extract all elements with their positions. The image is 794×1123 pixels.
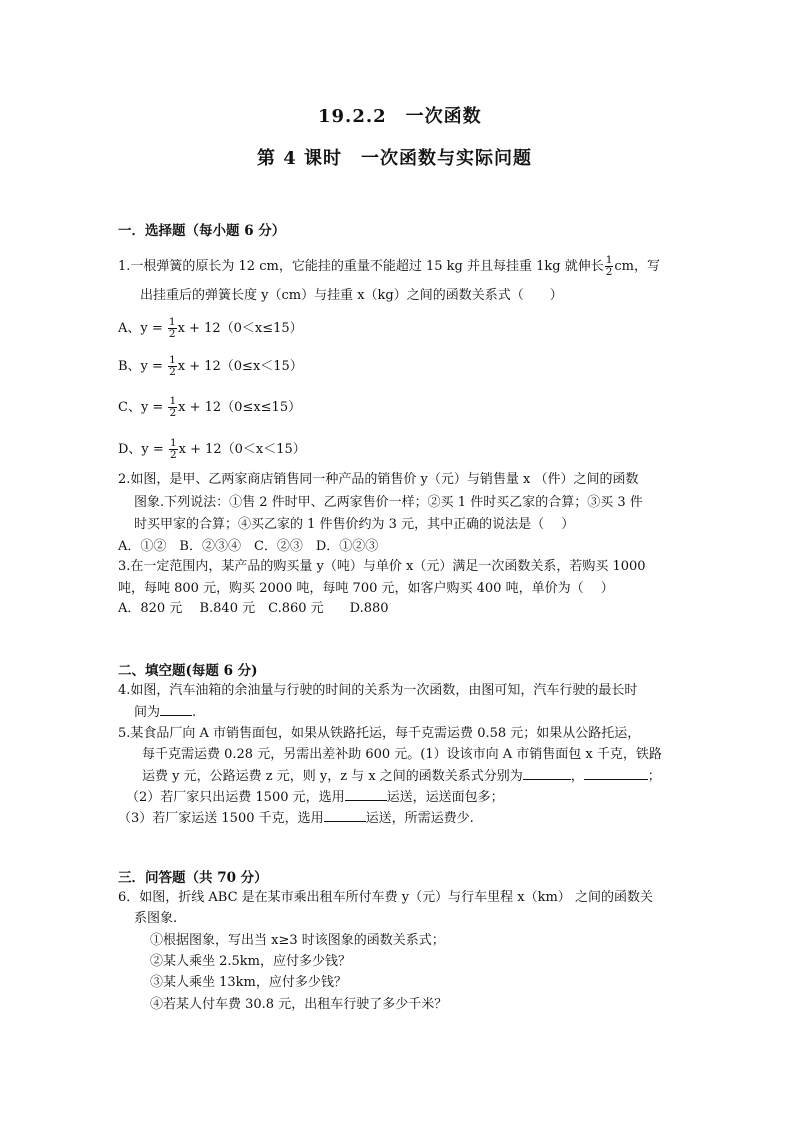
- question-1-text-b: cm，写: [614, 259, 660, 274]
- section-heading-fill: 二、填空题(每题 6 分): [118, 663, 258, 679]
- question-1-option-d: D、y = $\frac{1}{2}$ x + 12（0＜x＜15）: [118, 437, 306, 461]
- fraction-half: $\frac{1}{2}$: [168, 316, 176, 340]
- question-1-option-c: C、y = $\frac{1}{2}$ x + 12（0≤x≤15）: [118, 395, 302, 419]
- question-6-line-2: 系图象.: [134, 911, 178, 926]
- question-1-option-a: A、y = $\frac{1}{2}$ x + 12（0＜x≤15）: [118, 316, 303, 340]
- question-6-item-3: ③某人乘坐 13km，应付多少钱？: [150, 975, 347, 990]
- question-4-line-2: 间为 .: [134, 705, 197, 720]
- answer-blank[interactable]: [345, 788, 387, 801]
- question-2-line-2: 图象.下列说法：①售 2 件时甲、乙两家售价一样；②买 1 件时买乙家的合算；③买 3 件: [134, 495, 643, 510]
- question-2-options: A．①② B．②③④ C．②③ D．①②③: [118, 539, 379, 554]
- answer-blank[interactable]: [523, 767, 571, 780]
- page-title: 19.2.2 一次函数: [318, 106, 482, 127]
- fraction-half: $\frac{1}{2}$: [169, 354, 176, 378]
- question-2-line-3: 时买甲家的合算；④买乙家的 1 件售价约为 3 元，其中正确的说法是（ ）: [134, 517, 575, 532]
- question-1-line-2: 出挂重后的弹簧长度 y（cm）与挂重 x（kg）之间的函数关系式（ ）: [140, 288, 563, 303]
- answer-blank[interactable]: [324, 809, 366, 822]
- answer-blank[interactable]: [160, 703, 192, 716]
- section-heading-choice: 一．选择题（每小题 6 分）: [118, 223, 286, 239]
- question-6-item-1: ①根据图象，写出当 x≥3 时该图象的函数关系式；: [150, 933, 445, 948]
- question-5-line-4: （2）若厂家只出运费 1500 元，选用 运送，运送面包多；: [126, 790, 504, 805]
- question-3-line-1: 3.在一定范围内，某产品的购买量 y（吨）与单价 x（元）满足一次函数关系，若购买 1000: [118, 559, 646, 574]
- question-6-line-1: 6．如图，折线 ABC 是在某市乘出租车所付车费 y（元）与行车里程 x（km） 之间的函数关: [118, 890, 653, 905]
- question-6-item-4: ④若某人付车费 30.8 元，出租车行驶了多少千米？: [150, 997, 448, 1012]
- question-1-text-a: 1.一根弹簧的原长为 12 cm，它能挂的重量不能超过 15 kg 并且每挂重 1kg 就伸长: [118, 259, 604, 274]
- question-3-options: A．820 元 B.840 元 C.860 元 D.880: [118, 601, 389, 616]
- question-2-line-1: 2.如图，是甲、乙两家商店销售同一种产品的销售价 y（元）与销售量 x （件）之间的函数: [118, 472, 639, 487]
- question-5-line-1: 5.某食品厂向 A 市销售面包，如果从铁路托运，每千克需运费 0.58 元；如果从公路托运，: [118, 726, 641, 741]
- question-6-item-2: ②某人乘坐 2.5km，应付多少钱？: [150, 954, 352, 969]
- fraction-half: $\frac{1}{2}$: [169, 395, 177, 419]
- question-5-line-2: 每千克需运费 0.28 元，另需出差补助 600 元。(1）设该市向 A 市销售面包 x 千克，铁路: [142, 747, 662, 762]
- page-subtitle: 第 4 课时 一次函数与实际问题: [257, 148, 533, 169]
- question-3-line-2: 吨，每吨 800 元，购买 2000 吨，每吨 700 元，如客户购买 400 吨，单价为（ ）: [118, 581, 614, 596]
- question-1-option-b: B、y = $\frac{1}{2}$ x + 12（0≤x＜15）: [118, 354, 303, 378]
- fraction-half: $\frac{1}{2}$: [169, 437, 177, 461]
- question-4-line-1: 4.如图，汽车油箱的余油量与行驶的时间的关系为一次函数，由图可知，汽车行驶的最长时: [118, 683, 638, 698]
- question-1-line-1: [118, 255, 660, 278]
- question-5-line-5: （3）若厂家运送 1500 千克，选用 运送，所需运费少.: [118, 811, 474, 826]
- fraction-half: $\frac{1}{2}$: [605, 254, 613, 278]
- question-5-line-3: 运费 y 元，公路运费 z 元，则 y，z 与 x 之间的函数关系式分别为 ， ；: [142, 769, 661, 784]
- section-heading-answer: 三．问答题（共 70 分）: [118, 870, 268, 886]
- answer-blank[interactable]: [584, 767, 648, 780]
